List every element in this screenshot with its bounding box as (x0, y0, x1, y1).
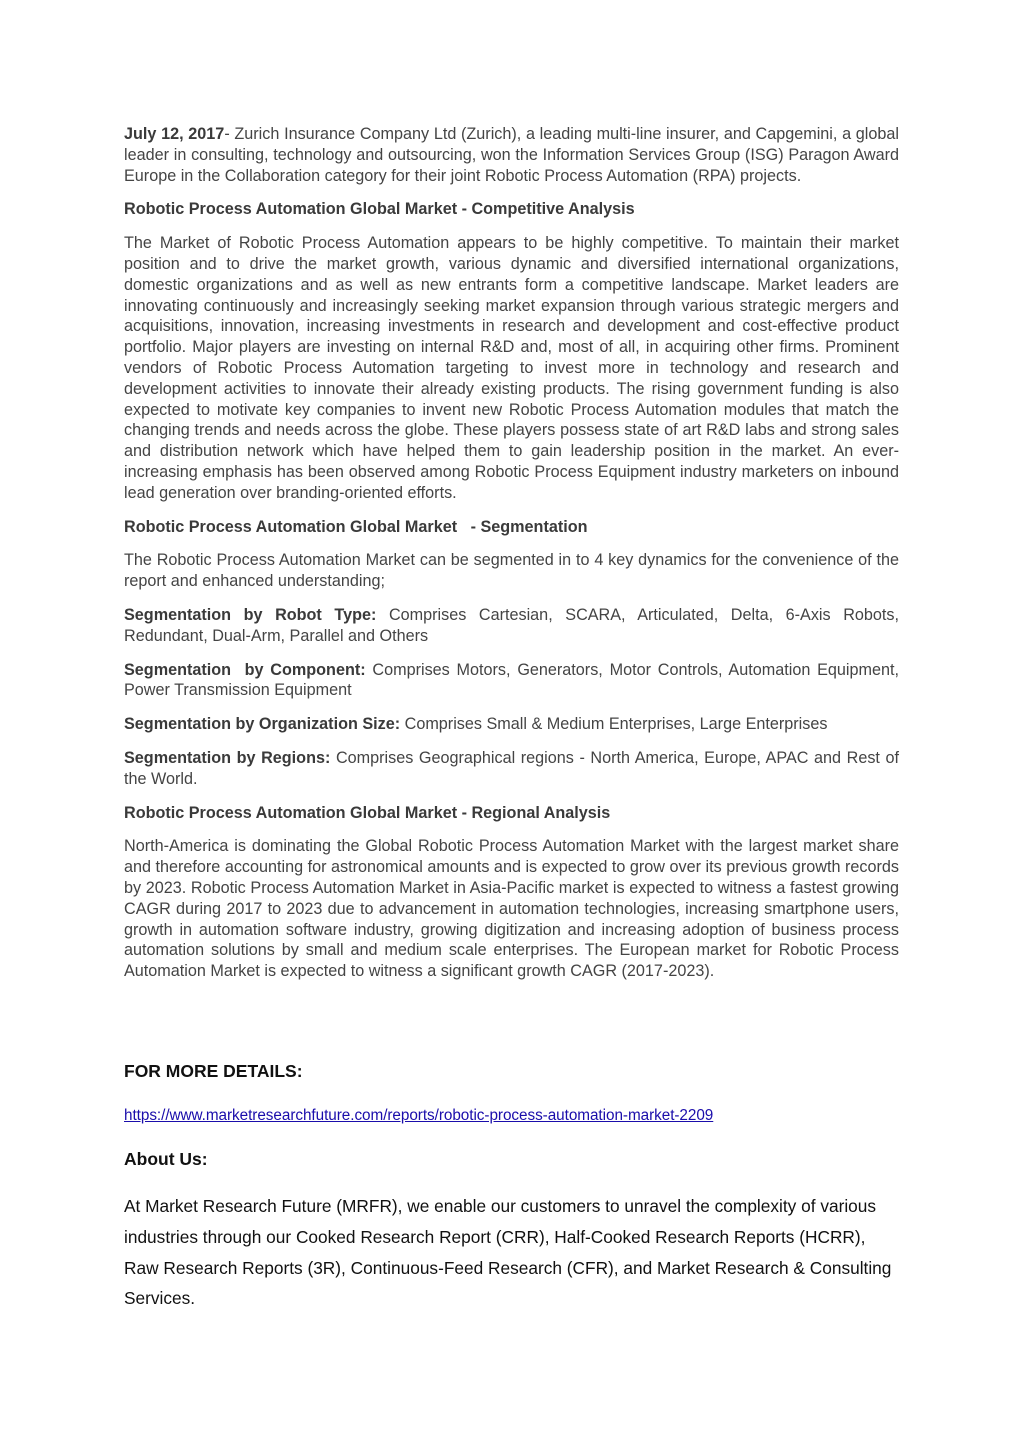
regional-body: North-America is dominating the Global Robotic Process Automation Market with the largest market share and therefore accounting for astronomical amounts and is expected to grow over its previous growth records by 2023. Robotic Process Automation Market in Asia-Pacific market is expected to witness a fastest growing CAGR during 2017 to 2023 due to advancement in automation technologies, increasing smartphone users, growth in automation software industry, growing digitization and increasing adoption of business process automation solutions by small and medium scale enterprises. The European market for Robotic Process Automation Market is expected to witness a significant growth CAGR (2017-2023). (124, 837, 899, 981)
intro-paragraph (124, 124, 899, 186)
segment-label: Segmentation by Organization Size: (124, 715, 401, 734)
segment-label: Segmentation by Robot Type: (124, 605, 377, 624)
more-details-heading: FOR MORE DETAILS: (124, 1061, 303, 1081)
document-body (124, 124, 899, 995)
segmentation-heading: Robotic Process Automation Global Market - Segmentation (124, 517, 588, 536)
segment-item-organization-size (124, 714, 899, 735)
segment-label: Segmentation by Component: (124, 660, 366, 679)
regional-heading: Robotic Process Automation Global Market - Regional Analysis (124, 803, 611, 822)
segment-item-regions (124, 748, 899, 790)
segment-text: Comprises Motors, Generators, Motor Controls, Automation Equipment, Power Transmission Equipment (124, 660, 899, 700)
about-heading: About Us: (124, 1149, 208, 1169)
segment-item-robot-type (124, 605, 899, 647)
segment-text: Comprises Small & Medium Enterprises, Large Enterprises (400, 715, 828, 734)
segment-label: Segmentation by Regions: (124, 748, 331, 767)
about-body: At Market Research Future (MRFR), we enable our customers to unravel the complexity of various industries through our Cooked Research Report (CRR), Half-Cooked Research Reports (HCRR), Raw Research Reports (3R), Continuous-Feed Research (CFR), and Market Research & Consulting Services. (124, 1196, 892, 1309)
segmentation-body: The Robotic Process Automation Market can be segmented in to 4 key dynamics for the convenience of the report and enhanced understanding; (124, 551, 899, 591)
competitive-body: The Market of Robotic Process Automation appears to be highly competitive. To maintain their market position and to drive the market growth, various dynamic and diversified international organizations, domestic organizations and as well as new entrants form a competitive landscape. Market leaders are innovating continuously and increasingly seeking market expansion through various strategic mergers and acquisitions, innovation, increasing investments in research and development and cost-effective product portfolio. Major players are investing on internal R&D and, most of all, in acquiring other firms. Prominent vendors of Robotic Process Automation targeting to invest more in technology and research and development activities to innovate their already existing products. The rising government funding is also expected to motivate key companies to invent new Robotic Process Automation modules that match the changing trends and needs across the globe. These players possess state of art R&D labs and strong sales and distribution network which have helped them to gain leadership position in the market. An ever-increasing emphasis has been observed among Robotic Process Equipment industry marketers on inbound lead generation over branding-oriented efforts. (124, 234, 899, 502)
competitive-heading: Robotic Process Automation Global Market - Competitive Analysis (124, 200, 635, 219)
segment-text: Comprises Geographical regions - North America, Europe, APAC and Rest of the World. (124, 748, 900, 788)
intro-date: July 12, 2017 (124, 125, 225, 143)
segment-text: Comprises Cartesian, SCARA, Articulated, Delta, 6-Axis Robots, Redundant, Dual-Arm, Parallel and Others (124, 605, 899, 645)
segment-item-component (124, 660, 899, 702)
report-link[interactable]: https://www.marketresearchfuture.com/reports/robotic-process-automation-market-2209 (124, 1107, 714, 1124)
intro-text: - Zurich Insurance Company Ltd (Zurich), a leading multi-line insurer, and Capgemini, a global leader in consulting, technology and outsourcing, won the Information Services Group (ISG) Paragon Award Europe in the Collaboration category for their joint Robotic Process Automation (RPA) projects. (124, 125, 900, 185)
